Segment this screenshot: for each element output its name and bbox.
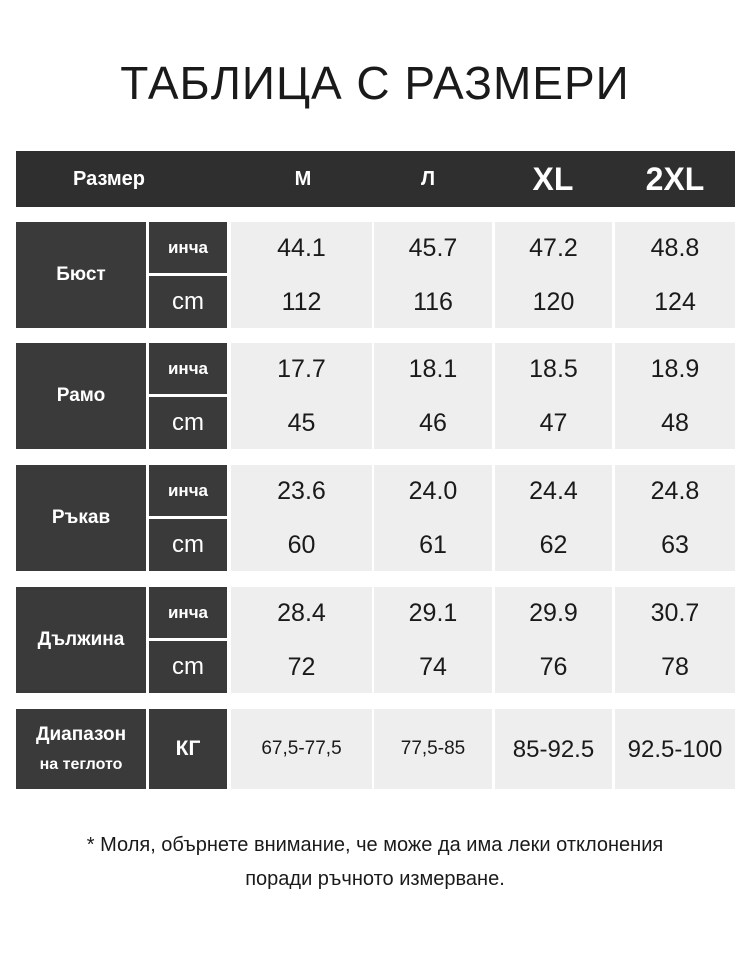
table-cell [374,222,492,328]
cell-cm-value: 62 [539,531,568,559]
header-size-m: М [294,168,312,190]
unit-inch: инча [149,343,227,394]
cell-inch-value: 29.1 [408,599,458,627]
cell-cm-value: 120 [532,288,575,316]
table-cell [231,587,372,693]
cell-inch-value: 30.7 [650,599,700,627]
cell-cm-value: 72 [287,653,316,681]
cell-cm-value: 47 [539,409,568,437]
table-cell [374,709,492,789]
cell-inch-value: 18.5 [529,355,578,383]
table-cell [495,222,612,328]
table-cell [374,465,492,571]
table-cell [495,343,612,449]
page-title: ТАБЛИЦА С РАЗМЕРИ [120,57,630,109]
unit-cm: cm [149,397,227,449]
cell-inch-value: 45.7 [408,234,458,262]
header-size-label: Размер [73,168,146,190]
header-size-xl: XL [532,161,574,197]
table-header [16,151,735,207]
row-label: Рамо [16,343,146,449]
cell-kg-value: 92.5-100 [627,736,723,763]
cell-cm-value: 48 [661,409,689,437]
unit-inch: инча [149,222,227,273]
cell-kg-value: 85-92.5 [512,736,595,763]
unit-cm: cm [149,641,227,693]
cell-cm-value: 116 [413,288,453,316]
cell-inch-value: 24.4 [529,477,578,505]
cell-inch-value: 48.8 [650,234,700,262]
table-cell [231,465,372,571]
header-size-l: Л [420,168,436,190]
cell-inch-value: 44.1 [277,234,326,262]
header-size-2xl: 2XL [645,161,705,197]
table-cell [615,222,735,328]
table-cell [615,465,735,571]
cell-kg-value: 67,5-77,5 [261,738,342,759]
cell-cm-value: 45 [287,409,316,437]
table-row [16,343,735,449]
cell-inch-value: 24.0 [408,477,458,505]
table-cell [231,222,372,328]
weight-label-line2: на теглото [39,756,123,773]
unit-cm: cm [149,519,227,571]
cell-inch-value: 47.2 [529,234,578,262]
cell-cm-value: 124 [654,288,696,316]
table-cell [495,709,612,789]
cell-cm-value: 112 [281,288,322,316]
table-row [16,587,735,693]
table-cell [231,709,372,789]
table-cell [495,465,612,571]
cell-inch-value: 28.4 [277,599,326,627]
cell-cm-value: 63 [661,531,689,559]
footnote-line2: поради ръчното измерване. [245,868,505,890]
cell-inch-value: 18.9 [650,355,700,383]
cell-inch-value: 23.6 [277,477,326,505]
row-label: Дължина [16,587,146,693]
cell-cm-value: 74 [419,653,447,681]
unit-cm: cm [149,276,227,328]
table-row-weight [16,709,735,789]
cell-cm-value: 46 [419,409,447,437]
cell-inch-value: 18.1 [408,355,458,383]
table-row [16,465,735,571]
table-cell [374,587,492,693]
table-cell [615,587,735,693]
row-label: Ръкав [16,465,146,571]
weight-range-label [16,709,146,789]
unit-inch: инча [149,587,227,638]
table-cell [374,343,492,449]
cell-cm-value: 78 [661,653,689,681]
weight-label-line1: Диапазон [35,724,127,745]
cell-inch-value: 17.7 [277,355,326,383]
cell-inch-value: 24.8 [650,477,700,505]
footnote-line1: * Моля, обърнете внимание, че може да има леки отклонения [86,834,664,856]
unit-kg: КГ [149,709,227,789]
table-cell [615,343,735,449]
table-cell [615,709,735,789]
table-cell [231,343,372,449]
cell-cm-value: 61 [419,531,447,559]
table-row [16,222,735,328]
cell-inch-value: 29.9 [529,599,578,627]
cell-cm-value: 76 [539,653,568,681]
table-cell [495,587,612,693]
row-label: Бюст [16,222,146,328]
unit-inch: инча [149,465,227,516]
cell-kg-value: 77,5-85 [400,738,466,759]
cell-cm-value: 60 [287,531,316,559]
